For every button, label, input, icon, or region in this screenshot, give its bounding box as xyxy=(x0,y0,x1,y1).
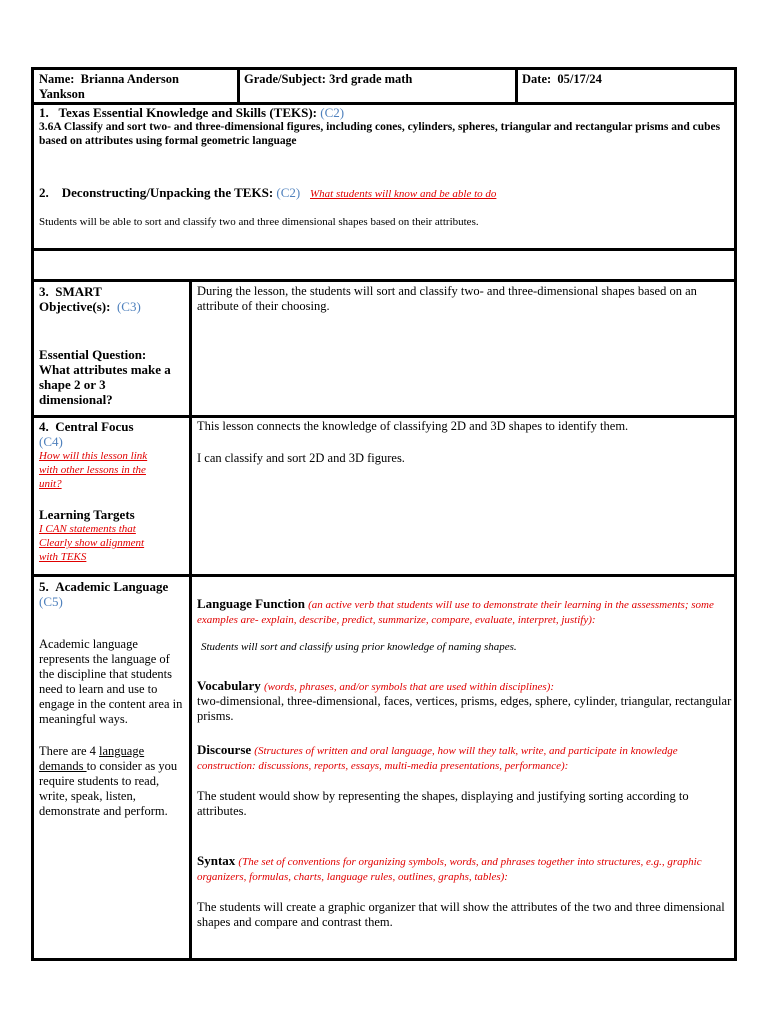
name-label: Name: xyxy=(39,72,75,86)
row-divider-smart xyxy=(34,415,734,418)
col-divider-date xyxy=(515,70,518,102)
essential-question-line4: dimensional? xyxy=(39,392,113,407)
demands-post: to consider as you require students to read, write, speak, listen, demonstrate and perform. xyxy=(39,759,178,818)
demands-underline-2: demands xyxy=(39,759,87,773)
academic-code: (C5) xyxy=(39,594,63,609)
row-divider-deconstruct xyxy=(34,279,734,282)
academic-title: Academic Language xyxy=(55,579,169,594)
discourse-text: The student would show by representing the shapes, displaying and justifying sorting according to attributes. xyxy=(197,789,689,818)
deconstruct-hint-link[interactable]: What students will know and be able to do xyxy=(310,188,497,200)
central-hint-link-3[interactable]: unit? xyxy=(39,478,62,490)
central-hint-link-1[interactable]: How will this lesson link xyxy=(39,450,148,462)
central-focus-label-cell xyxy=(39,419,187,564)
language-demands-text xyxy=(39,744,187,819)
teks-code: (C2) xyxy=(320,105,345,120)
syntax-hint: (The set of conventions for organizing symbols, words, and phrases together into structures, e.g., graphic organizers, formulas, charts, language rules, outlines, graphs, tables): xyxy=(197,856,702,883)
academic-description: Academic language represents the language of the discipline that students need to learn and use to engage in the content area in meaningful ways. xyxy=(39,637,183,726)
lesson-plan-table xyxy=(31,67,737,961)
name-value-line2: Yankson xyxy=(39,87,85,101)
teks-section xyxy=(39,105,729,148)
deconstruct-number: 2. xyxy=(39,185,49,200)
essential-question-line2: What attributes make a xyxy=(39,362,171,377)
smart-code: (C3) xyxy=(116,299,141,314)
deconstruct-title: Deconstructing/Unpacking the TEKS: xyxy=(61,185,274,200)
central-focus-text-cell xyxy=(197,419,732,466)
teks-title: Texas Essential Knowledge and Skills (TEKS): xyxy=(58,105,317,120)
essential-question-label: Essential Question: xyxy=(39,347,147,362)
central-code: (C4) xyxy=(39,434,63,449)
smart-title: SMART xyxy=(55,284,102,299)
academic-language-label-cell xyxy=(39,579,187,819)
syntax-text: The students will create a graphic organizer that will show the attributes of the two and three dimensional shapes and compare and contrast them. xyxy=(197,900,725,929)
learning-targets-title: Learning Targets xyxy=(39,507,135,522)
row-divider-central xyxy=(34,574,734,577)
name-cell xyxy=(39,72,234,102)
deconstruct-text: Students will be able to sort and classify two and three dimensional shapes based on their attributes. xyxy=(39,216,479,228)
grade-cell xyxy=(244,72,512,87)
col-divider-left xyxy=(189,282,192,961)
date-label: Date: xyxy=(522,72,552,86)
central-number: 4. xyxy=(39,419,49,434)
syntax-label: Syntax xyxy=(197,853,236,868)
essential-question-line3: shape 2 or 3 xyxy=(39,377,106,392)
central-title: Central Focus xyxy=(55,419,134,434)
academic-language-detail-cell xyxy=(197,596,732,930)
teks-number: 1. xyxy=(39,105,49,120)
date-value: 05/17/24 xyxy=(557,72,602,86)
discourse-hint: (Structures of written and oral language, how will they talk, write, and participate in knowledge construction: discussions, reports, essays, multi-media presentations, performance): xyxy=(197,745,678,772)
academic-number: 5. xyxy=(39,579,49,594)
vocabulary-block xyxy=(197,678,732,694)
syntax-block xyxy=(197,853,732,884)
date-cell xyxy=(522,72,732,87)
smart-title-2: Objective(s): xyxy=(39,299,111,314)
deconstruct-code: (C2) xyxy=(276,185,301,200)
row-divider-teks xyxy=(34,248,734,251)
col-divider-grade xyxy=(237,70,240,102)
learning-target-text: I can classify and sort 2D and 3D figures. xyxy=(197,451,405,465)
vocabulary-text: two-dimensional, three-dimensional, faces, vertices, prisms, edges, sphere, cylinder, triangular, rectangular prisms. xyxy=(197,694,732,723)
demands-pre: There are 4 xyxy=(39,744,100,758)
vocabulary-label: Vocabulary xyxy=(197,678,261,693)
discourse-label: Discourse xyxy=(197,742,252,757)
smart-label-cell xyxy=(39,284,187,407)
learning-targets-hint-1[interactable]: I CAN statements that xyxy=(39,523,136,535)
grade-label: Grade/Subject: xyxy=(244,72,326,86)
deconstruct-section xyxy=(39,185,729,229)
discourse-block xyxy=(197,742,732,773)
central-hint-link-2[interactable]: with other lessons in the xyxy=(39,464,146,476)
smart-number: 3. xyxy=(39,284,49,299)
language-function-hint: (an active verb that students will use to demonstrate their learning in the assessments; some examples are- explain, describe, predict, summarize, compare, evaluate, interpret, justify): xyxy=(197,599,714,626)
teks-text: 3.6A Classify and sort two- and three-dimensional figures, including cones, cylinders, spheres, triangular and rectangular prisms and cubes based on attributes using formal geometric language xyxy=(39,121,721,147)
learning-targets-hint-3[interactable]: with TEKS xyxy=(39,551,87,563)
learning-targets-hint-2[interactable]: Clearly show alignment xyxy=(39,537,145,549)
language-function-label: Language Function xyxy=(197,596,305,611)
grade-value: 3rd grade math xyxy=(329,72,413,86)
smart-objective-text: During the lesson, the students will sort and classify two- and three-dimensional shapes based on an attribute of their choosing. xyxy=(197,284,697,313)
central-focus-text: This lesson connects the knowledge of classifying 2D and 3D shapes to identify them. xyxy=(197,419,629,433)
language-function-text: Students will sort and classify using prior knowledge of naming shapes. xyxy=(201,641,517,653)
language-function-block xyxy=(197,596,732,627)
demands-underline-1: language xyxy=(99,744,145,758)
vocabulary-hint: (words, phrases, and/or symbols that are used within disciplines): xyxy=(263,681,555,693)
name-value: Brianna Anderson xyxy=(80,72,179,86)
